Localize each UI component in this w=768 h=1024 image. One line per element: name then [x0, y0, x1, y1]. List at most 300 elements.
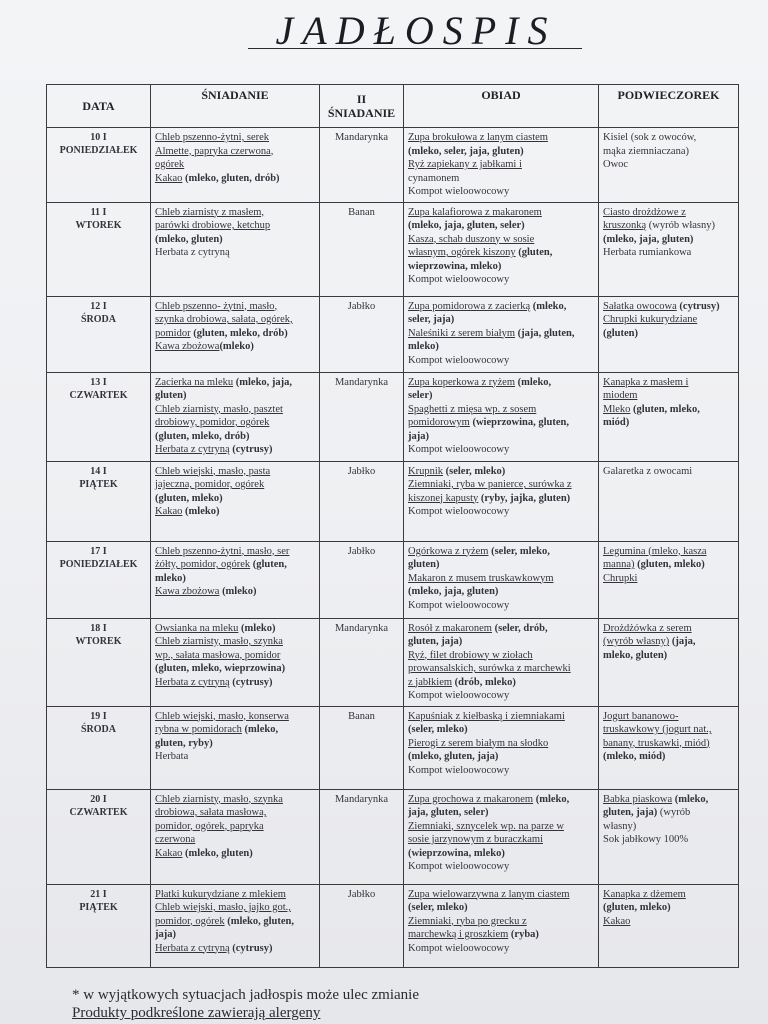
dish-text: Herbata z cytryną: [155, 942, 230, 954]
lunch-cell: [404, 128, 599, 203]
dish-text: szynka drobiowa, sałata, ogórek,: [155, 314, 293, 325]
cell-line: [408, 750, 594, 764]
dish-text: Herbata rumiankowa: [603, 247, 692, 258]
dish-text: Zupa kalafiorowa z makaronem: [408, 206, 542, 218]
cell-line: [603, 723, 734, 737]
cell-line: [408, 622, 594, 636]
dish-text: Kapuśniak z kiełbaską i ziemniakami: [408, 710, 565, 722]
dish-text: Kompot wieloowocowy: [408, 274, 510, 285]
menu-row: [47, 128, 739, 203]
cell-line: [155, 478, 315, 492]
cell-line: [408, 901, 594, 915]
cell-line: [408, 764, 594, 778]
cell-line: [603, 820, 734, 834]
cell-line: [155, 942, 315, 956]
date-cell: [47, 128, 151, 203]
dish-text: Kompot wieloowocowy: [408, 599, 510, 611]
dish-text: Chleb ziarnisty, masło, szynka: [155, 793, 283, 805]
allergen-text: (gluten, mleko, wieprzowina): [155, 663, 286, 674]
allergen-text: (mleko,: [530, 300, 567, 312]
dish-text: Galaretka z owocami: [603, 465, 693, 477]
cell-line: [408, 300, 594, 314]
allergen-text: (gluten,: [250, 559, 287, 570]
allergen-text: (cytrusy): [229, 444, 273, 455]
cell-line: [155, 676, 315, 690]
cell-line: [155, 750, 315, 764]
lunch-cell: [404, 618, 599, 706]
allergen-text: (wieprzowina, mleko): [408, 847, 505, 859]
cell-line: [408, 505, 594, 519]
cell-line: [155, 376, 315, 390]
date-cell: [47, 618, 151, 706]
cell-line: [155, 145, 315, 159]
dish-text: Chleb pszenno-żytni, masło, ser: [155, 545, 290, 557]
dish-text: Ciasto drożdżowe z: [603, 206, 686, 218]
cell-line: [408, 833, 594, 847]
dish-text: mąka ziemniaczana): [603, 145, 689, 157]
allergen-text: wieprzowina, mleko): [408, 260, 502, 272]
dish-text: Ziemniaki, ryba po grecku z: [408, 915, 527, 927]
snack-cell: [599, 128, 739, 203]
menu-row: [47, 706, 739, 789]
footer-allergens: Produkty podkreślone zawierają alergeny: [72, 1005, 321, 1021]
allergen-text: (mleko, seler, jaja, gluten): [408, 145, 524, 157]
dish-text: jajeczna, pomidor, ogórek: [155, 479, 265, 490]
breakfast-cell: [151, 372, 320, 461]
cell-line: [603, 145, 734, 159]
cell-line: [408, 723, 594, 737]
cell-line: [408, 847, 594, 861]
allergen-text: jaja): [155, 929, 176, 940]
cell-line: [155, 833, 315, 847]
second-breakfast-cell: Mandarynka: [320, 372, 404, 461]
dish-text: Zacierka na mleku: [155, 376, 234, 388]
cell-line: [408, 219, 594, 233]
cell-line: [603, 833, 734, 847]
date-cell: [47, 461, 151, 541]
cell-line: [155, 300, 315, 314]
allergen-text: (seler, mleko): [443, 465, 506, 477]
breakfast-cell: [151, 461, 320, 541]
day-number: 17 I: [90, 545, 107, 557]
cell-line: [408, 145, 594, 159]
dish-text: żółty, pomidor, ogórek: [155, 559, 251, 570]
cell-line: [603, 246, 734, 260]
header-line: II: [356, 92, 367, 106]
weekday-label: ŚRODA: [80, 723, 116, 735]
cell-line: [408, 430, 594, 444]
day-number: 10 I: [90, 132, 107, 143]
cell-line: [155, 505, 315, 519]
allergen-text: (drób, mleko): [452, 676, 516, 688]
allergen-text: (seler, mleko,: [488, 545, 550, 557]
allergen-text: (gluten, mleko,: [630, 403, 700, 415]
cell-line: [408, 185, 594, 199]
menu-row: [47, 789, 739, 884]
snack-cell: [599, 461, 739, 541]
dish-text: Chleb pszenno- żytni, masło,: [155, 300, 278, 312]
cell-line: [603, 710, 734, 724]
cell-line: [155, 901, 315, 915]
cell-line: [408, 649, 594, 663]
dish-text: Owoc: [603, 159, 629, 170]
cell-line: [155, 416, 315, 430]
cell-line: [603, 793, 734, 807]
date-cell: [47, 706, 151, 789]
page-title: JADŁOSPIS: [275, 8, 557, 53]
cell-line: [408, 465, 594, 479]
breakfast-cell: [151, 618, 320, 706]
cell-line: [603, 915, 734, 929]
cell-line: [408, 158, 594, 172]
dish-text: Kompot wieloowocowy: [408, 506, 510, 517]
allergen-text: (gluten, mleko): [603, 902, 671, 913]
breakfast-cell: [151, 296, 320, 372]
cell-line: [408, 635, 594, 649]
column-header-date: DATA: [47, 85, 151, 128]
cell-line: [603, 300, 734, 314]
second-breakfast-cell: Mandarynka: [320, 618, 404, 706]
cell-line: [408, 915, 594, 929]
cell-line: [408, 662, 594, 676]
weekday-label: WTOREK: [75, 635, 122, 647]
lunch-cell: [404, 296, 599, 372]
cell-line: [155, 820, 315, 834]
allergen-text: gluten): [408, 559, 440, 570]
cell-line: [155, 622, 315, 636]
dish-text: Chleb wiejski, masło, konserwa: [155, 710, 289, 722]
dish-text: Spaghetti z mięsa wp. z sosem: [408, 403, 537, 415]
weekday-label: PIĄTEK: [79, 478, 118, 490]
cell-line: [603, 558, 734, 572]
column-header-snack: PODWIECZOREK: [599, 85, 739, 128]
allergen-text: jaja): [408, 430, 429, 442]
allergen-text: mleko): [155, 572, 186, 584]
dish-text: Ziemniaki, ryba w panierce, surówka z: [408, 479, 572, 490]
dish-text: Krupnik: [408, 465, 443, 477]
weekday-label: CZWARTEK: [69, 389, 128, 401]
snack-cell: [599, 372, 739, 461]
dish-text: Zupa koperkowa z ryżem: [408, 376, 515, 388]
dish-text: Chrupki: [603, 572, 638, 584]
cell-line: [603, 327, 734, 341]
cell-line: [408, 233, 594, 247]
dish-text: Babka piaskowa: [603, 793, 673, 805]
dish-text: Kisiel (sok z owoców,: [603, 132, 697, 143]
dish-text: Kompot wieloowocowy: [408, 354, 510, 366]
dish-text: (wyrób: [657, 807, 691, 818]
allergen-text: (mleko, gluten,: [224, 915, 294, 927]
weekday-label: PONIEDZIAŁEK: [59, 558, 138, 570]
snack-cell: [599, 541, 739, 618]
allergen-text: (cytrusy): [229, 676, 273, 688]
day-number: 21 I: [90, 888, 107, 900]
second-breakfast-cell: Jabłko: [320, 884, 404, 967]
cell-line: [603, 649, 734, 663]
allergen-text: (mleko,: [515, 376, 552, 388]
dish-text: Kompot wieloowocowy: [408, 444, 510, 455]
cell-line: [603, 572, 734, 586]
allergen-text: gluten, ryby): [155, 737, 213, 749]
weekday-label: CZWARTEK: [69, 806, 128, 818]
allergen-text: seler, jaja): [408, 314, 455, 325]
allergen-text: (mleko): [219, 341, 254, 352]
weekday-label: WTOREK: [75, 219, 122, 231]
dish-text: Ogórkowa z ryżem: [408, 545, 489, 557]
allergen-text: (mleko, gluten, jaja): [408, 751, 499, 762]
dish-text: Płatki kukurydziane z mlekiem: [155, 888, 286, 900]
cell-line: [408, 273, 594, 287]
dish-text: pomidor, ogórek: [155, 915, 225, 927]
menu-row: [47, 202, 739, 296]
cell-line: [603, 635, 734, 649]
cell-line: [603, 737, 734, 751]
dish-text: Kanapka z masłem i: [603, 376, 689, 388]
dish-text: Herbata: [155, 751, 189, 762]
date-cell: [47, 296, 151, 372]
menu-row: [47, 296, 739, 372]
cell-line: [155, 635, 315, 649]
dish-text: Rosół z makaronem: [408, 622, 492, 634]
lunch-cell: [404, 706, 599, 789]
dish-text: Kakao: [155, 172, 183, 184]
dish-text: Herbata z cytryną: [155, 676, 230, 688]
dish-text: Mleko: [603, 403, 631, 415]
dish-text: Sok jabłkowy 100%: [603, 834, 689, 845]
cell-line: [408, 131, 594, 145]
day-number: 19 I: [90, 710, 107, 722]
dish-text: Kompot wieloowocowy: [408, 942, 510, 954]
dish-text: sosie jarzynowym z buraczkami: [408, 834, 543, 845]
dish-text: manna): [603, 559, 635, 570]
allergen-text: (mleko,: [241, 724, 279, 735]
snack-cell: [599, 296, 739, 372]
dish-text: Kasza, schab duszony w sosie: [408, 233, 535, 245]
dish-text: truskawkowy (jogurt nat.,: [603, 724, 712, 735]
cell-line: [408, 327, 594, 341]
cell-line: [408, 888, 594, 902]
breakfast-cell: [151, 541, 320, 618]
dish-text: Kanapka z dżemem: [603, 888, 686, 900]
cell-line: [155, 572, 315, 586]
snack-cell: [599, 789, 739, 884]
dish-text: Zupa wielowarzywna z lanym ciastem: [408, 888, 570, 900]
breakfast-cell: [151, 884, 320, 967]
allergen-text: (mleko, gluten, drób): [182, 172, 280, 184]
menu-table: [46, 84, 739, 968]
cell-line: [603, 131, 734, 145]
cell-line: [408, 313, 594, 327]
lunch-cell: [404, 202, 599, 296]
cell-line: [408, 478, 594, 492]
dish-text: Zupa grochowa z makaronem: [408, 793, 534, 805]
allergen-text: seler): [408, 390, 433, 401]
allergen-text: (mleko): [238, 622, 276, 634]
cell-line: [155, 172, 315, 186]
dish-text: miodem: [603, 390, 638, 401]
dish-text: Kawa zbożowa: [155, 341, 220, 352]
dish-text: drobiowa, sałata masłowa,: [155, 807, 267, 818]
breakfast-cell: [151, 128, 320, 203]
breakfast-cell: [151, 202, 320, 296]
cell-line: [155, 558, 315, 572]
cell-line: [155, 340, 315, 354]
day-number: 20 I: [90, 793, 107, 805]
cell-line: [408, 443, 594, 457]
dish-text: Kompot wieloowocowy: [408, 861, 510, 872]
cell-line: [603, 465, 734, 479]
date-cell: [47, 202, 151, 296]
date-cell: [47, 372, 151, 461]
day-number: 12 I: [90, 300, 107, 312]
dish-text: Kakao: [603, 915, 631, 927]
dish-text: kruszonką: [603, 220, 647, 231]
dish-text: Chleb ziarnisty, masło, szynka: [155, 636, 283, 647]
dish-text: pomidorowym: [408, 417, 470, 428]
menu-row: [47, 541, 739, 618]
cell-line: [155, 233, 315, 247]
dish-text: Kompot wieloowocowy: [408, 186, 510, 197]
cell-line: [408, 860, 594, 874]
dish-text: parówki drobiowe, ketchup: [155, 220, 271, 231]
allergen-text: jaja, gluten, seler): [408, 807, 489, 818]
cell-line: [155, 206, 315, 220]
snack-cell: [599, 202, 739, 296]
allergen-text: gluten, jaja): [408, 636, 463, 647]
cell-line: [155, 403, 315, 417]
dish-text: Ryż, filet drobiowy w ziołach: [408, 649, 533, 661]
allergen-text: (gluten, mleko): [634, 559, 705, 570]
allergen-text: (mleko, jaja, gluten): [603, 233, 694, 245]
cell-line: [603, 901, 734, 915]
cell-line: [155, 327, 315, 341]
day-number: 13 I: [90, 376, 107, 388]
cell-line: [155, 545, 315, 559]
cell-line: [408, 710, 594, 724]
dish-text: pomidor, ogórek, papryka: [155, 820, 264, 832]
cell-line: [603, 750, 734, 764]
allergen-text: (seler, drób,: [491, 622, 548, 634]
snack-cell: [599, 618, 739, 706]
dish-text: Jogurt bananowo-: [603, 710, 679, 722]
second-breakfast-cell: Jabłko: [320, 461, 404, 541]
cell-line: [603, 313, 734, 327]
cell-line: [408, 416, 594, 430]
cell-line: [408, 676, 594, 690]
lunch-cell: [404, 789, 599, 884]
dish-text: Chleb wiejski, masło, jajko got.,: [155, 902, 291, 913]
cell-line: [603, 622, 734, 636]
dish-text: banany, truskawki, miód): [603, 737, 710, 749]
cell-line: [155, 806, 315, 820]
dish-text: Chleb ziarnisty z masłem,: [155, 206, 265, 218]
allergen-text: mleko, gluten): [603, 649, 668, 661]
cell-line: [408, 942, 594, 956]
dish-text: prowansalskich, surówka z marchewki: [408, 663, 571, 674]
dish-text: Kompot wieloowocowy: [408, 690, 510, 701]
cell-line: [603, 206, 734, 220]
dish-text: Zupa brokułowa z lanym ciastem: [408, 132, 548, 143]
dish-text: Herbata z cytryną: [155, 444, 230, 455]
date-cell: [47, 884, 151, 967]
allergen-text: (ryba): [508, 929, 539, 940]
cell-line: [408, 585, 594, 599]
header-row: [47, 85, 739, 128]
cell-line: [408, 737, 594, 751]
dish-text: własnym, ogórek kiszony: [408, 247, 516, 258]
allergen-text: (gluten,: [515, 247, 553, 258]
lunch-cell: [404, 461, 599, 541]
dish-text: kiszonej kapusty: [408, 492, 479, 504]
allergen-text: mleko): [408, 341, 439, 352]
dish-text: Kakao: [155, 506, 183, 517]
cell-line: [155, 131, 315, 145]
weekday-label: PONIEDZIAŁEK: [59, 145, 138, 156]
cell-line: [155, 662, 315, 676]
allergen-text: (mleko, miód): [603, 751, 666, 762]
cell-line: [603, 219, 734, 233]
cell-line: [155, 847, 315, 861]
cell-line: [408, 572, 594, 586]
menu-row: [47, 372, 739, 461]
cell-line: [155, 585, 315, 599]
second-breakfast-cell: Mandarynka: [320, 789, 404, 884]
cell-line: [603, 233, 734, 247]
cell-line: [408, 793, 594, 807]
snack-cell: [599, 884, 739, 967]
cell-line: [408, 340, 594, 354]
cell-line: [155, 158, 315, 172]
dish-text: Chleb wiejski, masło, pasta: [155, 465, 271, 477]
second-breakfast-cell: Banan: [320, 202, 404, 296]
header-line: ŚNIADANIE: [327, 106, 396, 120]
cell-line: [603, 376, 734, 390]
cell-line: [155, 737, 315, 751]
cell-line: [155, 430, 315, 444]
cell-line: [408, 928, 594, 942]
column-header-lunch: OBIAD: [404, 85, 599, 128]
cell-line: [408, 545, 594, 559]
dish-text: Drożdżówka z serem: [603, 622, 692, 634]
title-underline: [248, 48, 582, 49]
breakfast-cell: [151, 789, 320, 884]
footer-note: * w wyjątkowych sytuacjach jadłospis może ulec zmianie: [72, 987, 419, 1003]
cell-line: [408, 172, 594, 186]
allergen-text: (gluten, mleko): [155, 492, 223, 504]
allergen-text: (gluten, mleko, drób): [155, 430, 250, 442]
allergen-text: miód): [603, 417, 630, 428]
second-breakfast-cell: Mandarynka: [320, 128, 404, 203]
lunch-cell: [404, 372, 599, 461]
allergen-text: (ryby, jajka, gluten): [478, 492, 571, 504]
cell-line: [603, 416, 734, 430]
dish-text: Herbata z cytryną: [155, 247, 230, 258]
dish-text: Kakao: [155, 847, 183, 859]
cell-line: [408, 599, 594, 613]
allergen-text: (mleko,: [672, 793, 709, 805]
cell-line: [155, 928, 315, 942]
allergen-text: (mleko, gluten): [182, 847, 253, 859]
day-number: 11 I: [90, 206, 107, 218]
allergen-text: (mleko, jaja, gluten, seler): [408, 220, 525, 231]
cell-line: [408, 403, 594, 417]
dish-text: Zupa pomidorowa z zacierką: [408, 300, 531, 312]
allergen-text: (mleko): [182, 506, 220, 517]
dish-text: cynamonem: [408, 172, 460, 184]
cell-line: [408, 206, 594, 220]
second-breakfast-cell: Jabłko: [320, 541, 404, 618]
cell-line: [155, 246, 315, 260]
